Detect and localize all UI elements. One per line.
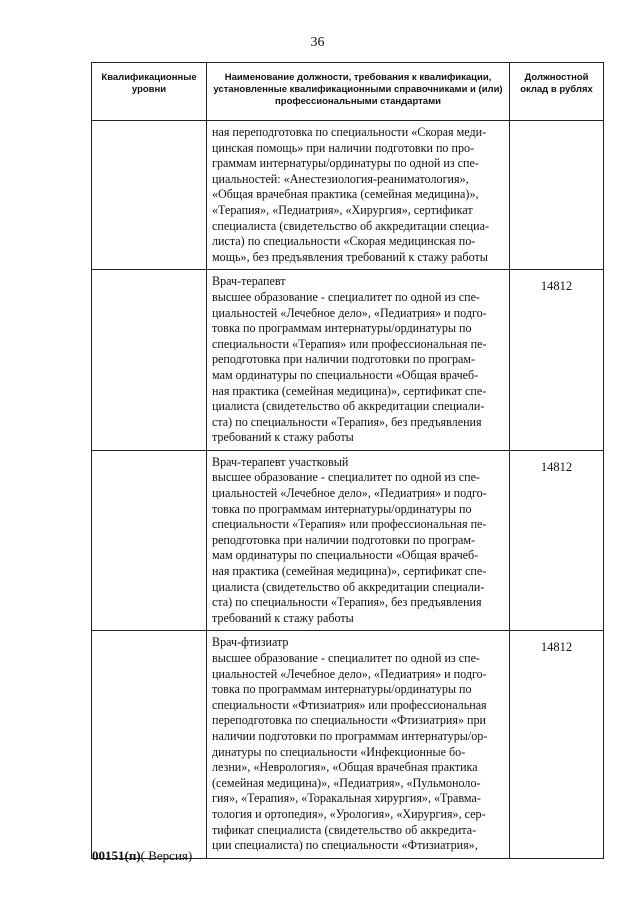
cell-position-description	[207, 270, 510, 451]
description-line: высшее образование - специалитет по одной из спе-	[212, 289, 480, 304]
description-line: требований к стажу работы	[212, 430, 354, 445]
description-line: тология и ортопедия», «Урология», «Хирургия», сер-	[212, 806, 486, 821]
description-line: циальностей «Лечебное дело», «Педиатрия» и подго-	[212, 486, 487, 501]
description-line: товка по программам интернатуры/ординатуры по	[212, 321, 472, 336]
document-code-number: 00151(п)	[92, 848, 141, 863]
description-line: реподготовка при наличии подготовки по програм-	[212, 352, 476, 367]
description-line: ная переподготовка по специальности «Скорая меди-	[212, 125, 487, 139]
table-row	[92, 121, 604, 270]
description-line: циалиста (свидетельство об аккредитации специали-	[212, 399, 485, 414]
page-number: 36	[310, 35, 325, 50]
description-line: гия», «Терапия», «Торакальная хирургия», «Травма-	[212, 791, 481, 806]
description-line: (семейная медицина)», «Педиатрия», «Пульмоноло-	[212, 775, 481, 790]
description-line: высшее образование - специалитет по одной из спе-	[212, 651, 480, 665]
description-line: высшее образование - специалитет по одной из спе-	[212, 470, 480, 485]
description-line: мам ординатуры по специальности «Общая врачеб-	[212, 367, 479, 382]
description-line: специальности «Фтизиатрия» или профессиональная	[212, 697, 487, 712]
description-line: переподготовка по специальности «Фтизиатрия» при	[212, 713, 487, 728]
description-line: лезни», «Неврология», «Общая врачебная практика	[212, 760, 478, 775]
description-line: тификат специалиста (свидетельство об аккредита-	[212, 822, 477, 837]
cell-qualification-level	[92, 450, 207, 631]
description-line: Врач-терапевт	[212, 274, 286, 289]
table-row	[92, 450, 604, 631]
document-code	[92, 848, 192, 864]
description-line: специалиста (свидетельство об аккредитации специа-	[212, 218, 489, 233]
description-line: циальностей: «Анестезиология-реаниматология»,	[212, 171, 469, 186]
header-salary: Должностной оклад в рублях	[510, 63, 604, 121]
cell-qualification-level	[92, 270, 207, 451]
table-row	[92, 631, 604, 858]
cell-salary: 14812	[510, 450, 604, 631]
description-line: Врач-терапевт участковый	[212, 454, 349, 469]
header-qualification-levels: Квалификационные уровни	[92, 63, 207, 121]
description-line: листа) по специальности «Скорая медицинская по-	[212, 234, 476, 249]
description-line: ции специалиста) по специальности «Фтизиатрия»,	[212, 838, 478, 853]
description-line: «Терапия», «Педиатрия», «Хирургия», сертификат	[212, 202, 473, 217]
description-line: мощь», без предъявления требований к стажу работы	[212, 249, 488, 264]
cell-position-description	[207, 631, 510, 858]
description-line: циалиста (свидетельство об аккредитации специали-	[212, 579, 485, 594]
description-line: товка по программам интернатуры/ординатуры по	[212, 682, 472, 697]
cell-qualification-level	[92, 631, 207, 858]
cell-salary: 14812	[510, 270, 604, 451]
description-line: циальностей «Лечебное дело», «Педиатрия» и подго-	[212, 666, 487, 681]
description-line: специальности «Терапия» или профессиональная пе-	[212, 517, 487, 532]
description-line: циальностей «Лечебное дело», «Педиатрия» и подго-	[212, 305, 487, 320]
description-line: ста) по специальности «Терапия», без предъявления	[212, 595, 482, 610]
header-position-name: Наименование должности, требования к квалификации, установленные квалификационными справочниками и (или) профессиональными стандартами	[207, 63, 510, 121]
description-line: ная практика (семейная медицина)», сертификат спе-	[212, 383, 487, 398]
description-line: реподготовка при наличии подготовки по програм-	[212, 532, 476, 547]
description-line: товка по программам интернатуры/ординатуры по	[212, 501, 472, 516]
table-body	[92, 121, 604, 859]
table-row	[92, 270, 604, 451]
description-line: цинская помощь» при наличии подготовки по про-	[212, 140, 475, 155]
qualification-table	[91, 62, 604, 859]
description-line: специальности «Терапия» или профессиональная пе-	[212, 336, 487, 351]
cell-salary: 14812	[510, 631, 604, 858]
description-line: ная практика (семейная медицина)», сертификат спе-	[212, 564, 487, 579]
description-line: «Общая врачебная практика (семейная медицина)»,	[212, 187, 479, 202]
table-header-row	[92, 63, 604, 121]
description-line: требований к стажу работы	[212, 610, 354, 625]
document-version: ( Версия)	[140, 848, 193, 863]
description-line: динатуры по специальности «Инфекционные бо-	[212, 744, 466, 759]
description-line: наличии подготовки по программам интернатуры/ор-	[212, 728, 488, 743]
cell-position-description	[207, 450, 510, 631]
description-line: Врач-фтизиатр	[212, 635, 289, 650]
cell-salary	[510, 121, 604, 270]
description-line: мам ординатуры по специальности «Общая врачеб-	[212, 548, 479, 563]
description-line: граммам интернатуры/ординатуры по одной из спе-	[212, 156, 479, 171]
cell-position-description	[207, 121, 510, 270]
description-line: ста) по специальности «Терапия», без предъявления	[212, 414, 482, 429]
cell-qualification-level	[92, 121, 207, 270]
